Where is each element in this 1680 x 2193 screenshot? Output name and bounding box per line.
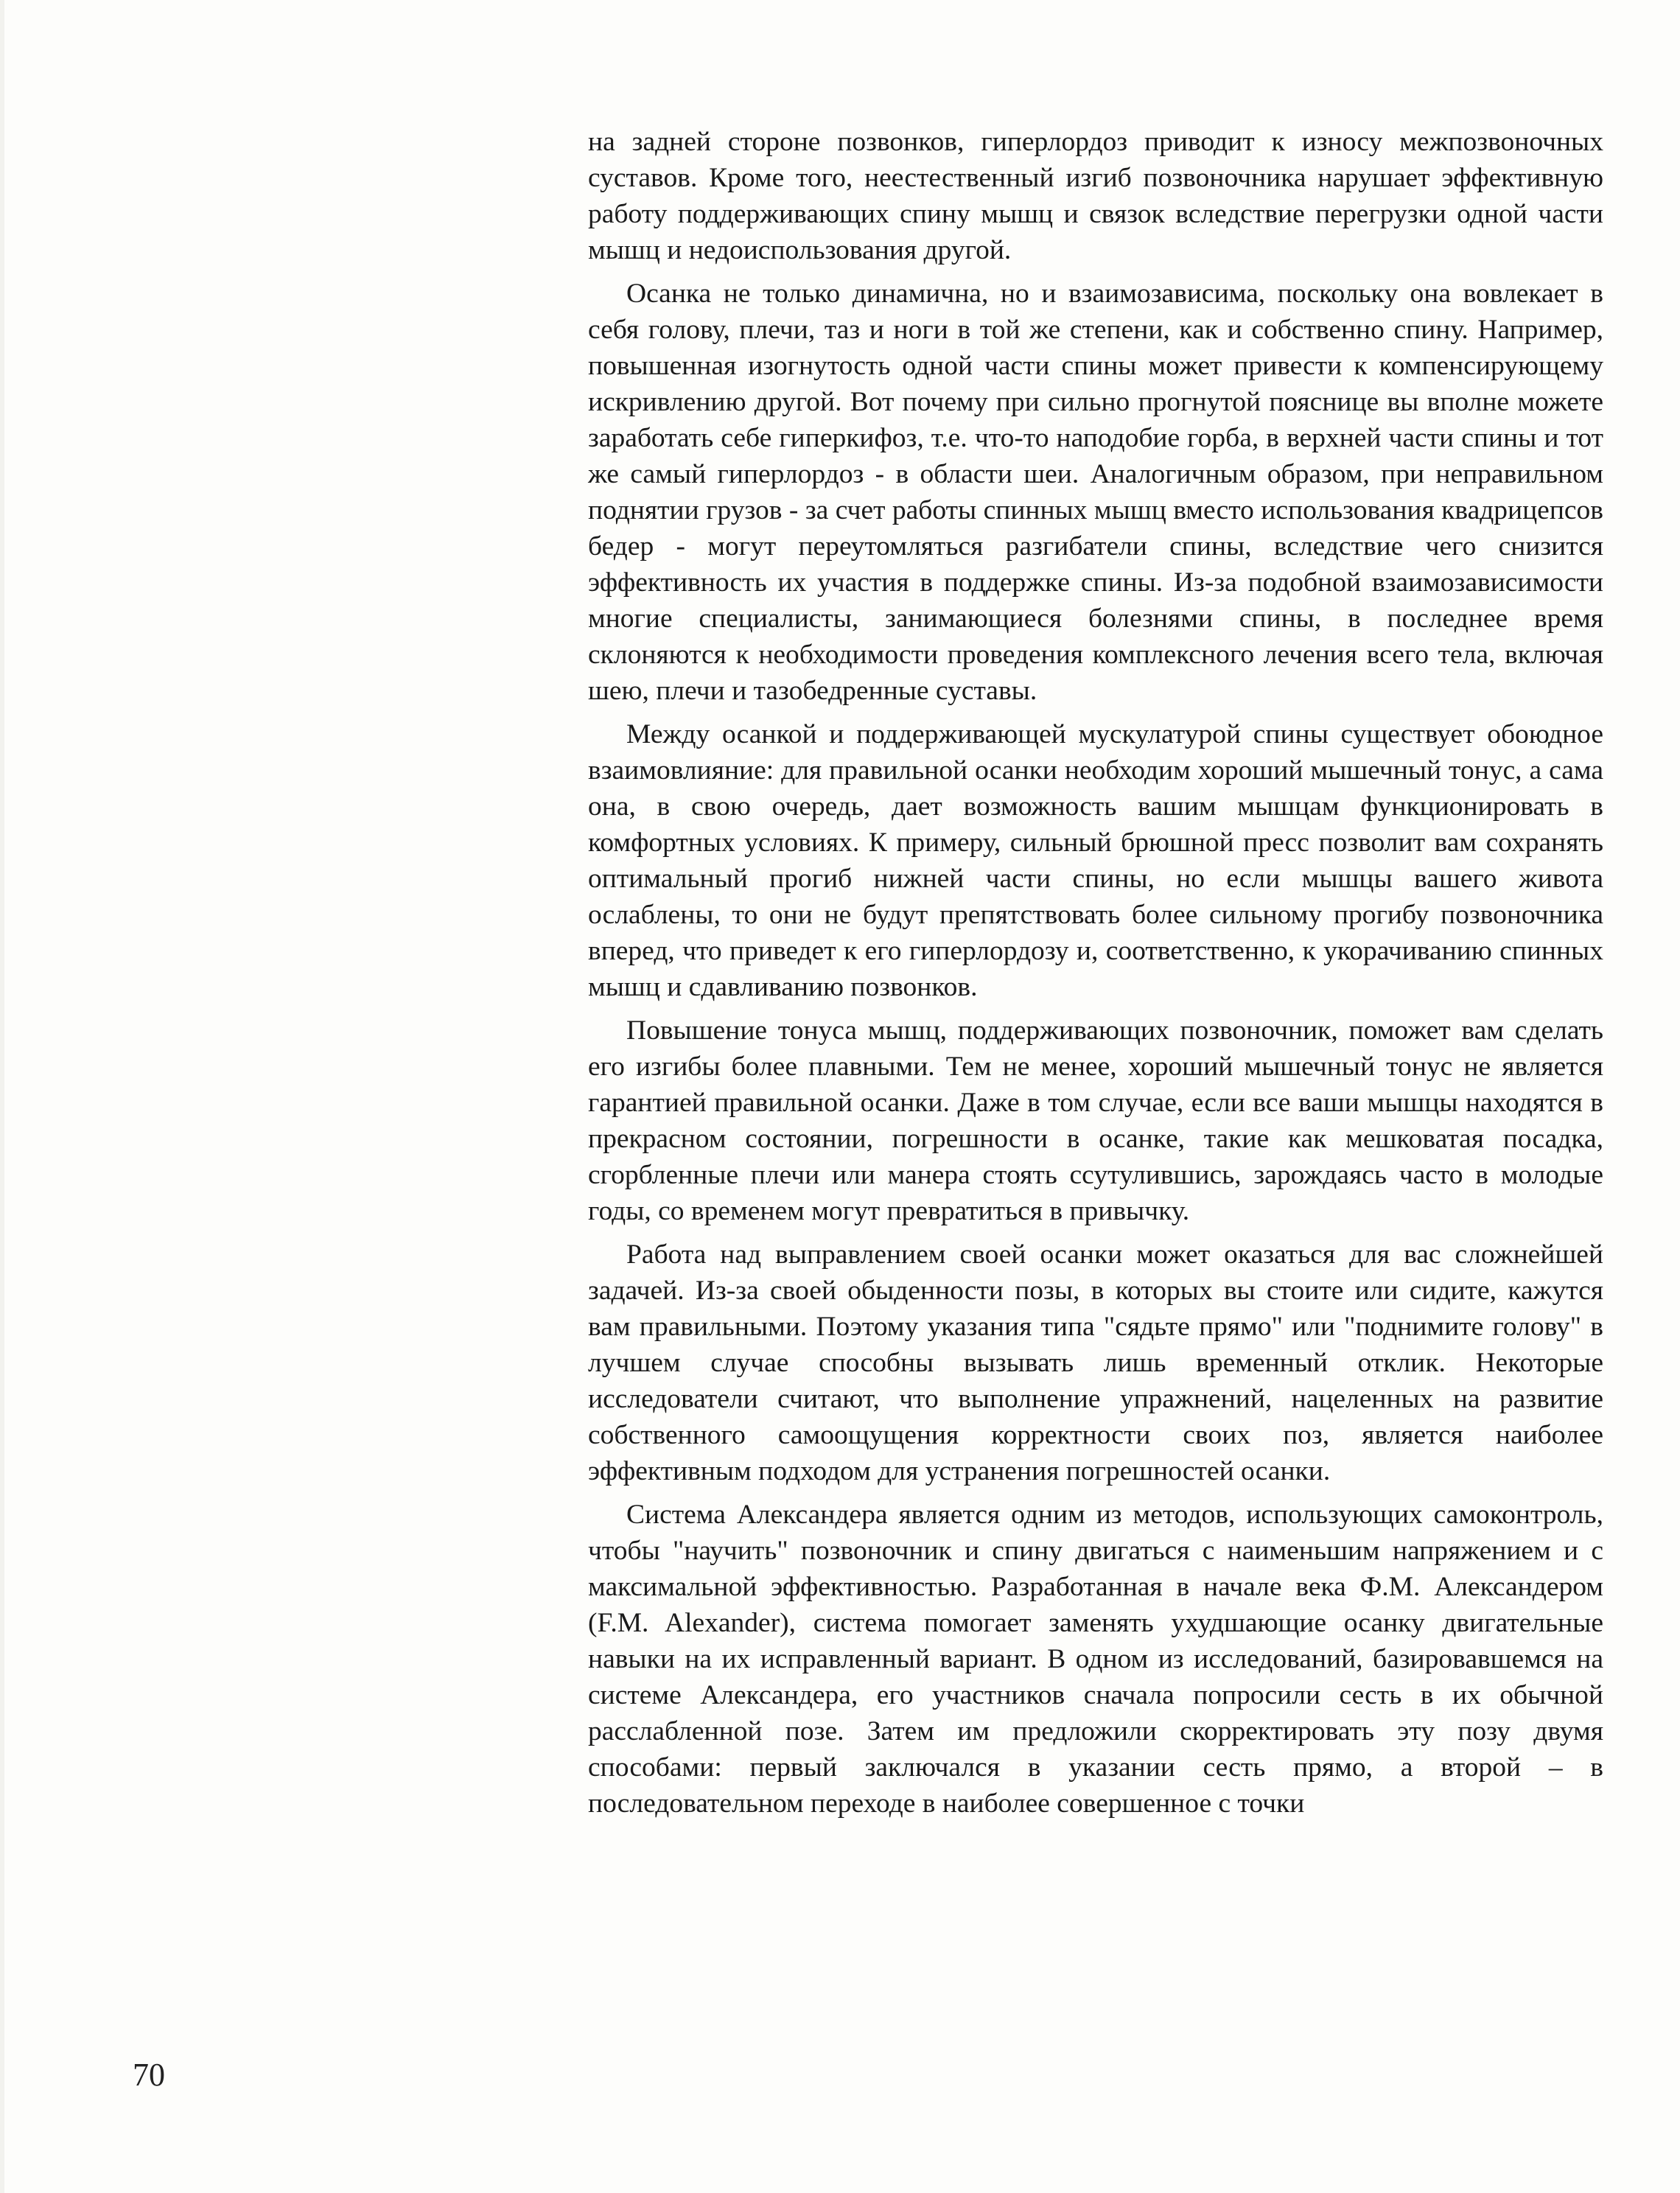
paragraph-1: на задней стороне позвонков, гиперлордоз приводит к износу межпозвоночных суставов. Кроме того, неестественный изгиб позвоночника нарушает эффективную работу поддерживающих спину мышц и связок вследствие перегрузки одной части мышц и недоиспользования другой. <box>588 127 1603 265</box>
body-text <box>588 124 1603 1829</box>
paragraph-2: Осанка не только динамична, но и взаимозависима, поскольку она вовлекает в себя голову, плечи, таз и ноги в той же степени, как и собственно спину. Например, повышенная изогнутость одной части спины может привести к компенсирующему искривлению другой. Вот почему при сильно прогнутой пояснице вы вполне можете заработать себе гиперкифоз, т.е. что-то наподобие горба, в верхней части спины и тот же самый гиперлордоз - в области шеи. Аналогичным образом, при неправильном поднятии грузов - за счет работы спинных мышц вместо использования квадрицепсов бедер - могут переутомляться разгибатели спины, вследствие чего снизится эффективность их участия в поддержке спины. Из-за подобной взаимозависимости многие специалисты, занимающиеся болезнями спины, в последнее время склоняются к необходимости проведения комплексного лечения всего тела, включая шею, плечи и тазобедренные суставы. <box>588 279 1603 706</box>
paragraph-3: Между осанкой и поддерживающей мускулатурой спины существует обоюдное взаимовлияние: для правильной осанки необходим хороший мышечный тонус, а сама она, в свою очередь, дает возможность вашим мышцам функционировать в комфортных условиях. К примеру, сильный брюшной пресс позволит вам сохранять оптимальный прогиб нижней части спины, но если мышцы вашего живота ослаблены, то они не будут препятствовать более сильному прогибу позвоночника вперед, что приведет к его гиперлордозу и, соответственно, к укорачиванию спинных мышц и сдавливанию позвонков. <box>588 719 1603 1002</box>
paragraph-6: Система Александера является одним из методов, использующих самоконтроль, чтобы "научить" позвоночник и спину двигаться с наименьшим напряжением и с максимальной эффективностью. Разработанная в начале века Ф.М. Александером (F.M. Alexander), система помогает заменять ухудшающие осанку двигательные навыки на их исправленный вариант. В одном из исследований, базировавшемся на системе Александера, его участников сначала попросили сесть в их обычной расслабленной позе. Затем им предложили скорректировать эту позу двумя способами: первый заключался в указании сесть прямо, а второй – в последовательном переходе в наиболее совершенное с точки <box>588 1500 1603 1819</box>
page-number: 70 <box>133 2057 165 2093</box>
paragraph-5: Работа над выправлением своей осанки может оказаться для вас сложнейшей задачей. Из-за своей обыденности позы, в которых вы стоите или сидите, кажутся вам правильными. Поэтому указания типа "сядьте прямо" или "поднимите голову" в лучшем случае способны вызывать лишь временный отклик. Некоторые исследователи считают, что выполнение упражнений, нацеленных на развитие собственного самоощущения корректности своих поз, является наиболее эффективным подходом для устранения погрешностей осанки. <box>588 1239 1603 1486</box>
page-edge <box>0 0 4 2193</box>
paragraph-4: Повышение тонуса мышц, поддерживающих позвоночник, поможет вам сделать его изгибы более плавными. Тем не менее, хороший мышечный тонус не является гарантией правильной осанки. Даже в том случае, если все ваши мышцы находятся в прекрасном состоянии, погрешности в осанке, такие как мешковатая посадка, сгорбленные плечи или манера стоять ссутулившись, зарождаясь часто в молодые годы, со временем могут превратиться в привычку. <box>588 1015 1603 1226</box>
